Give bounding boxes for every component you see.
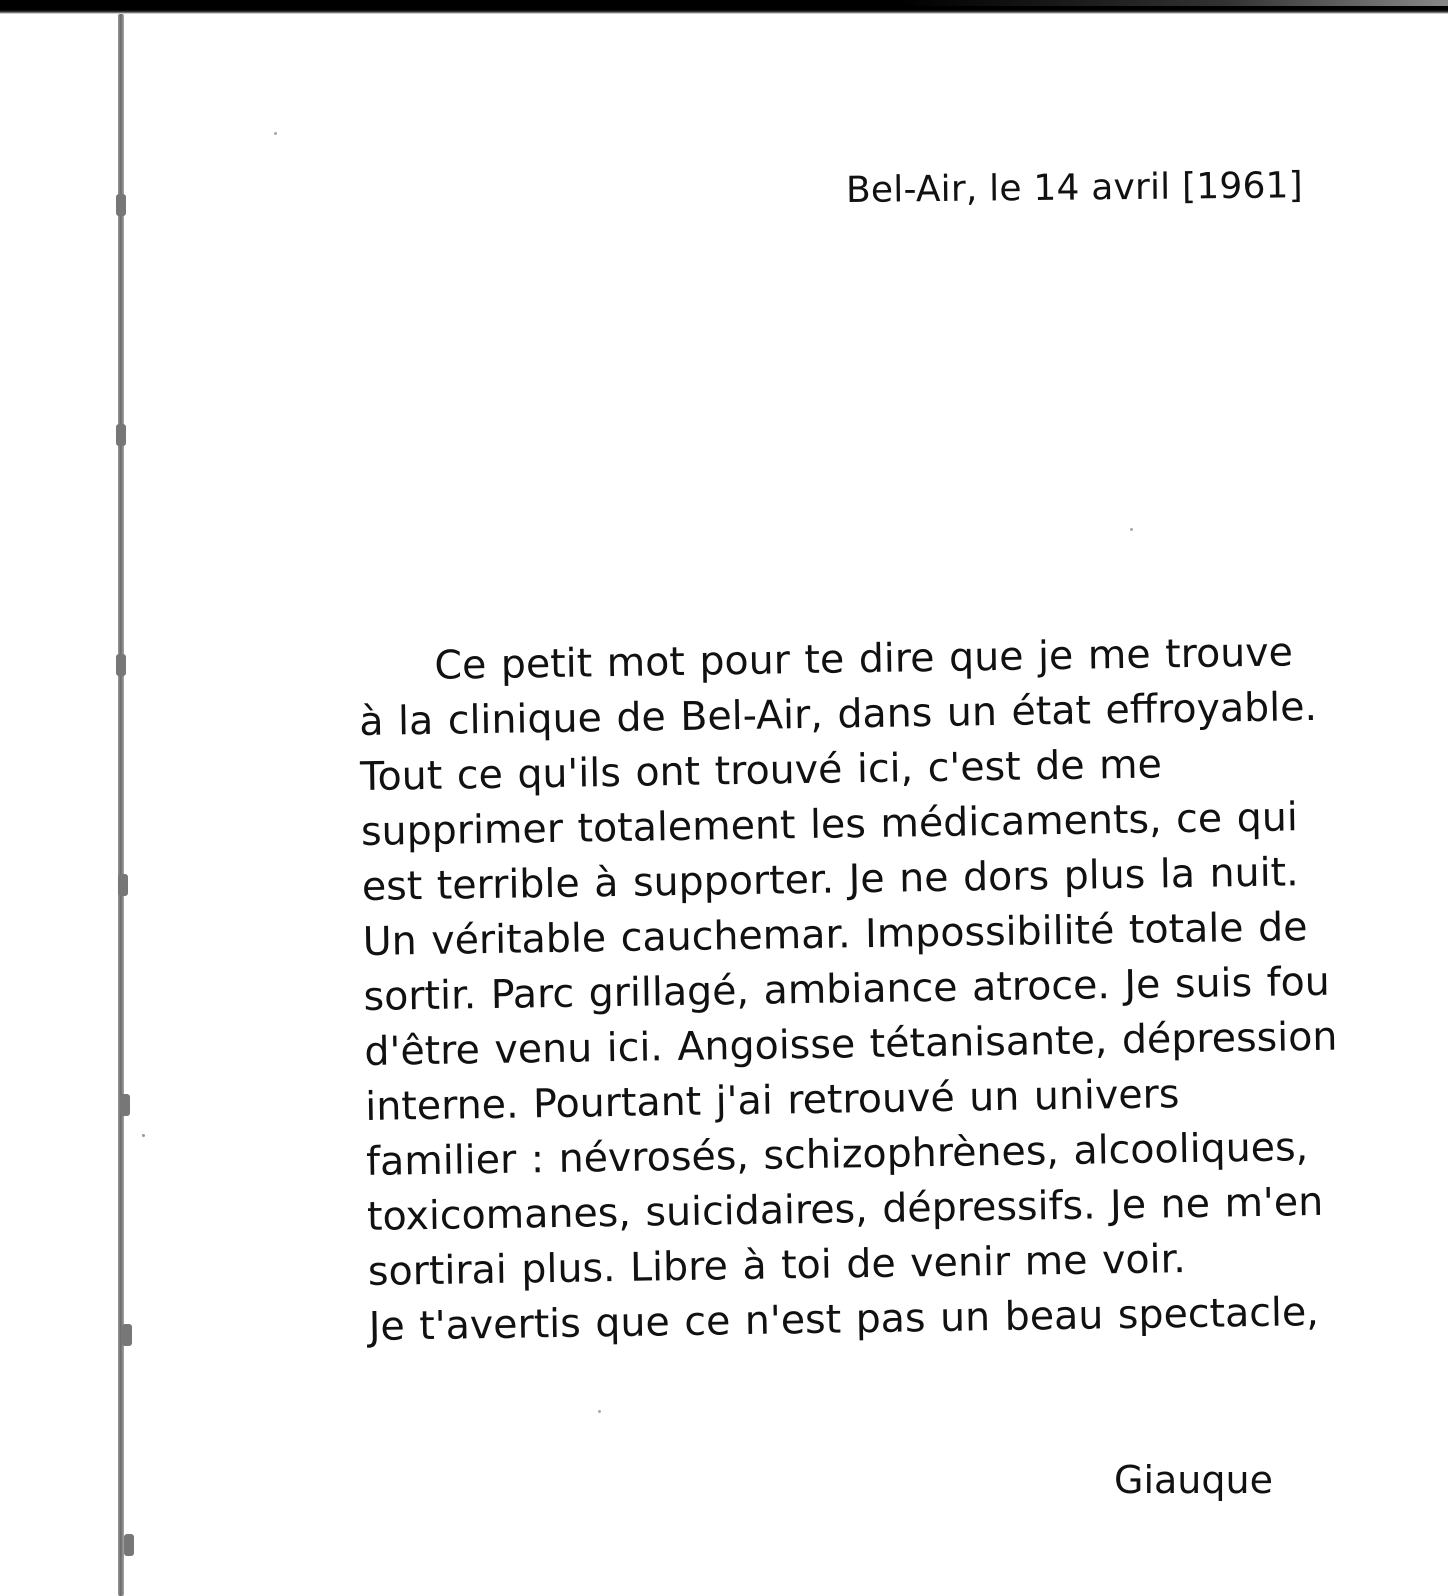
letter-body [358,624,1419,1355]
binding-stitch [116,424,126,446]
letter-line: Ce petit mot pour te dire que je me trouve [434,629,1294,689]
scan-top-edge-fade [900,0,1448,6]
binding-stitch [122,1324,132,1346]
binding-stitch [120,1094,130,1116]
paper-speck [274,132,277,135]
letter-line: d'être venu ici. Angoisse tétanisante, dépression [364,1013,1338,1075]
paper-speck [1130,528,1133,531]
letter-signature: Giauque [1114,1458,1273,1502]
letter-line: sortir. Parc grillagé, ambiance atroce. Je suis fou [363,958,1331,1020]
book-spine-gutter [114,14,158,1596]
letter-line: supprimer totalement les médicaments, ce qui [360,794,1299,855]
binding-stitch [116,654,126,676]
letter-line: sortirai plus. Libre à toi de venir me voir. [367,1236,1187,1295]
letter-line: Tout ce qu'ils ont trouvé ici, c'est de me [359,741,1163,800]
binding-stitch [118,874,128,896]
letter-dateline: Bel-Air, le 14 avril [1961] [845,165,1304,211]
binding-stitch [116,194,126,216]
letter-line: Un véritable cauchemar. Impossibilité totale de [362,904,1308,965]
letter-line: interne. Pourtant j'ai retrouvé un univers [364,1071,1180,1130]
letter-line: à la clinique de Bel-Air, dans un état effroyable. [358,683,1318,745]
letter-line: Je t'avertis que ce n'est pas un beau spectacle, [368,1288,1320,1350]
letter-line: est terrible à supporter. Je ne dors plus la nuit. [361,849,1300,910]
binding-stitch [124,1534,134,1556]
letter-line: familier : névrosés, schizophrènes, alcooliques, [365,1124,1309,1185]
spine-speck [142,1134,145,1137]
spine-fold-line [118,14,124,1596]
letter-line: toxicomanes, suicidaires, dépressifs. Je ne m'en [366,1178,1324,1240]
paper-speck [598,1410,601,1413]
